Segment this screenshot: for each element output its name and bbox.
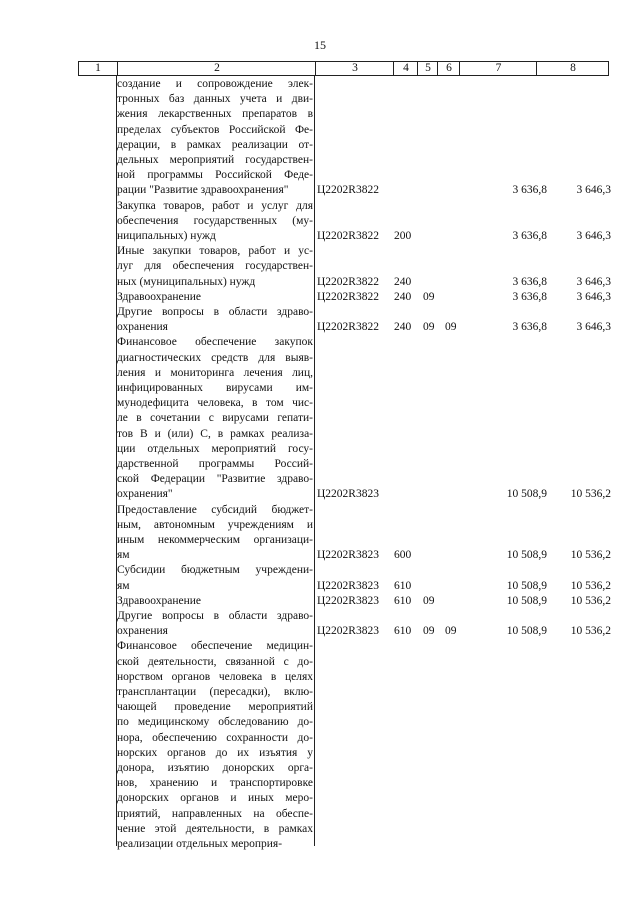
row-name-line: ниципальных) нужд bbox=[117, 230, 216, 242]
amount-col-7: 3 636,8 bbox=[512, 321, 547, 334]
amount-col-8: 3 646,3 bbox=[576, 321, 611, 334]
row-name-line: инфицированных вирусами им- bbox=[117, 382, 313, 394]
row-name-line: ных (муниципальных) нужд bbox=[117, 275, 256, 288]
row-name-line: трансплантации (пересадки), вклю- bbox=[117, 686, 313, 698]
row-name-line: рации "Развитие здравоохранения" bbox=[117, 184, 289, 197]
amount-col-8: 10 536,2 bbox=[570, 594, 611, 607]
section-code: 09 bbox=[423, 625, 435, 638]
table-header bbox=[78, 61, 609, 76]
subsection-code: 09 bbox=[445, 321, 457, 334]
amount-col-7: 10 508,9 bbox=[506, 625, 547, 638]
table-row bbox=[0, 503, 640, 564]
expense-type: 610 bbox=[394, 594, 412, 607]
row-name-line: Предоставление субсидий бюджет- bbox=[117, 503, 313, 516]
row-name bbox=[117, 244, 313, 290]
column-header-7: 7 bbox=[459, 62, 537, 75]
section-code: 09 bbox=[423, 321, 435, 334]
row-name-line: диагностических средств для выяв- bbox=[117, 351, 313, 364]
row-name bbox=[117, 594, 313, 609]
expense-type: 200 bbox=[394, 229, 412, 242]
row-name-line: ным, автономным учреждениям и bbox=[117, 518, 313, 531]
column-header-4: 4 bbox=[393, 62, 418, 75]
row-name bbox=[117, 639, 313, 852]
row-name bbox=[117, 199, 313, 245]
target-article-code: Ц2202R3823 bbox=[317, 549, 379, 562]
table-row bbox=[0, 199, 640, 245]
column-header-1: 1 bbox=[95, 62, 101, 74]
target-article-code: Ц2202R3823 bbox=[317, 625, 379, 638]
row-name-line: приятий, направленных на обеспе- bbox=[117, 807, 313, 820]
row-name-line: жения лекарственных препаратов в bbox=[117, 108, 313, 121]
row-name-line: мунодефицита человека, в том чис- bbox=[117, 397, 313, 410]
amount-col-7: 10 508,9 bbox=[506, 594, 547, 607]
row-name-line: реализации отдельных мероприя- bbox=[117, 838, 283, 851]
target-article-code: Ц2202R3823 bbox=[317, 594, 379, 607]
row-name-line: Иные закупки товаров, работ и ус- bbox=[117, 245, 313, 258]
row-name-line: тов В и (или) С, в рамках реализа- bbox=[117, 427, 313, 440]
amount-col-8: 10 536,2 bbox=[570, 579, 611, 592]
amount-col-7: 10 508,9 bbox=[506, 549, 547, 562]
target-article-code: Ц2202R3822 bbox=[317, 275, 379, 288]
expense-type: 610 bbox=[394, 625, 412, 638]
row-name-line: ной программы Российской Феде- bbox=[117, 169, 313, 182]
row-name-line: чение этой деятельности, в рамках bbox=[117, 822, 313, 835]
expense-type: 240 bbox=[394, 290, 412, 303]
table-row bbox=[0, 290, 640, 305]
column-header-2: 2 bbox=[117, 62, 316, 75]
row-name bbox=[117, 290, 313, 305]
column-header-3: 3 bbox=[315, 62, 394, 75]
row-name-line: ской Федерации "Развитие здраво- bbox=[117, 473, 313, 486]
row-name-line: по медицинскому обследованию до- bbox=[117, 716, 313, 729]
row-name bbox=[117, 335, 313, 502]
amount-col-7: 3 636,8 bbox=[512, 290, 547, 303]
row-name-line: тронных баз данных учета и дви- bbox=[117, 93, 313, 106]
row-name-line: охранения bbox=[117, 321, 168, 334]
expense-type: 240 bbox=[394, 275, 412, 288]
table-row bbox=[0, 563, 640, 593]
target-article-code: Ц2202R3822 bbox=[317, 290, 379, 303]
row-name bbox=[117, 77, 313, 199]
row-name bbox=[117, 563, 313, 593]
amount-col-7: 3 636,8 bbox=[512, 184, 547, 197]
row-name-line: дарственной программы Россий- bbox=[117, 458, 313, 471]
row-name bbox=[117, 305, 313, 335]
row-name-line: ям bbox=[117, 579, 130, 592]
column-header-5: 5 bbox=[417, 62, 438, 75]
section-code: 09 bbox=[423, 594, 435, 607]
target-article-code: Ц2202R3823 bbox=[317, 579, 379, 592]
row-name-line: норских органов до их изъятия у bbox=[117, 746, 313, 759]
amount-col-8: 3 646,3 bbox=[576, 275, 611, 288]
row-name-line: ской деятельности, связанной с до- bbox=[117, 655, 313, 668]
expense-type: 610 bbox=[394, 579, 412, 592]
target-article-code: Ц2202R3822 bbox=[317, 229, 379, 242]
page-number: 15 bbox=[314, 38, 326, 52]
row-name-line: дерации, в рамках реализации от- bbox=[117, 138, 313, 151]
amount-col-7: 3 636,8 bbox=[512, 229, 547, 242]
row-name-line: пределах субъектов Российской Фе- bbox=[117, 123, 313, 136]
row-name-line: Закупка товаров, работ и услуг для bbox=[117, 199, 313, 212]
target-article-code: Ц2202R3823 bbox=[317, 488, 379, 501]
table-row bbox=[0, 244, 640, 290]
target-article-code: Ц2202R3822 bbox=[317, 321, 379, 334]
table-row bbox=[0, 305, 640, 335]
subsection-code: 09 bbox=[445, 625, 457, 638]
amount-col-8: 3 646,3 bbox=[576, 184, 611, 197]
expense-type: 240 bbox=[394, 321, 412, 334]
row-name-line: дельных мероприятий государствен- bbox=[117, 154, 313, 167]
row-name-line: охранения bbox=[117, 625, 168, 638]
amount-col-7: 10 508,9 bbox=[506, 579, 547, 592]
amount-col-8: 10 536,2 bbox=[570, 488, 611, 501]
row-name-line: ле в сочетании с вирусами гепати- bbox=[117, 412, 313, 425]
row-name bbox=[117, 609, 313, 639]
amount-col-7: 3 636,8 bbox=[512, 275, 547, 288]
column-header-6: 6 bbox=[437, 62, 460, 75]
row-name-line: создание и сопровождение элек- bbox=[117, 78, 313, 90]
row-name-line: Здравоохранение bbox=[117, 594, 202, 607]
amount-col-8: 10 536,2 bbox=[570, 625, 611, 638]
target-article-code: Ц2202R3822 bbox=[317, 184, 379, 197]
amount-col-7: 10 508,9 bbox=[506, 488, 547, 501]
table-row bbox=[0, 77, 640, 199]
row-name-line: Другие вопросы в области здраво- bbox=[117, 610, 313, 622]
table-row bbox=[0, 609, 640, 639]
row-name-line: ции отдельных мероприятий госу- bbox=[117, 442, 313, 455]
row-name-line: Другие вопросы в области здраво- bbox=[117, 306, 313, 318]
row-name-line: норством органов человека в целях bbox=[117, 670, 313, 683]
row-name-line: нора, обеспечению сохранности до- bbox=[117, 731, 313, 744]
row-name-line: Финансовое обеспечение медицин- bbox=[117, 640, 313, 653]
row-name-line: ления и мониторинга лечения лиц, bbox=[117, 366, 313, 379]
row-name-line: нов, хранению и транспортировке bbox=[117, 777, 313, 790]
table-row bbox=[0, 639, 640, 852]
row-name-line: иным некоммерческим организаци- bbox=[117, 534, 313, 546]
amount-col-8: 10 536,2 bbox=[570, 549, 611, 562]
row-name-line: Финансовое обеспечение закупок bbox=[117, 336, 313, 349]
column-header-8: 8 bbox=[536, 62, 609, 75]
row-name-line: Субсидии бюджетным учреждени- bbox=[117, 564, 313, 577]
row-name-line: чающей проведение мероприятий bbox=[117, 701, 313, 714]
expense-type: 600 bbox=[394, 549, 412, 562]
row-name-line: Здравоохранение bbox=[117, 290, 202, 303]
row-name-line: ям bbox=[117, 549, 130, 562]
amount-col-8: 3 646,3 bbox=[576, 290, 611, 303]
row-name-line: луг для обеспечения государствен- bbox=[117, 260, 313, 273]
row-name-line: охранения" bbox=[117, 488, 173, 501]
row-name-line: донора, изъятию донорских орга- bbox=[117, 762, 313, 775]
row-name-line: обеспечения государственных (му- bbox=[117, 214, 313, 227]
section-code: 09 bbox=[423, 290, 435, 303]
row-name bbox=[117, 503, 313, 564]
row-name-line: донорских органов и иных меро- bbox=[117, 792, 313, 805]
table-row bbox=[0, 594, 640, 609]
table-row bbox=[0, 335, 640, 502]
amount-col-8: 3 646,3 bbox=[576, 229, 611, 242]
